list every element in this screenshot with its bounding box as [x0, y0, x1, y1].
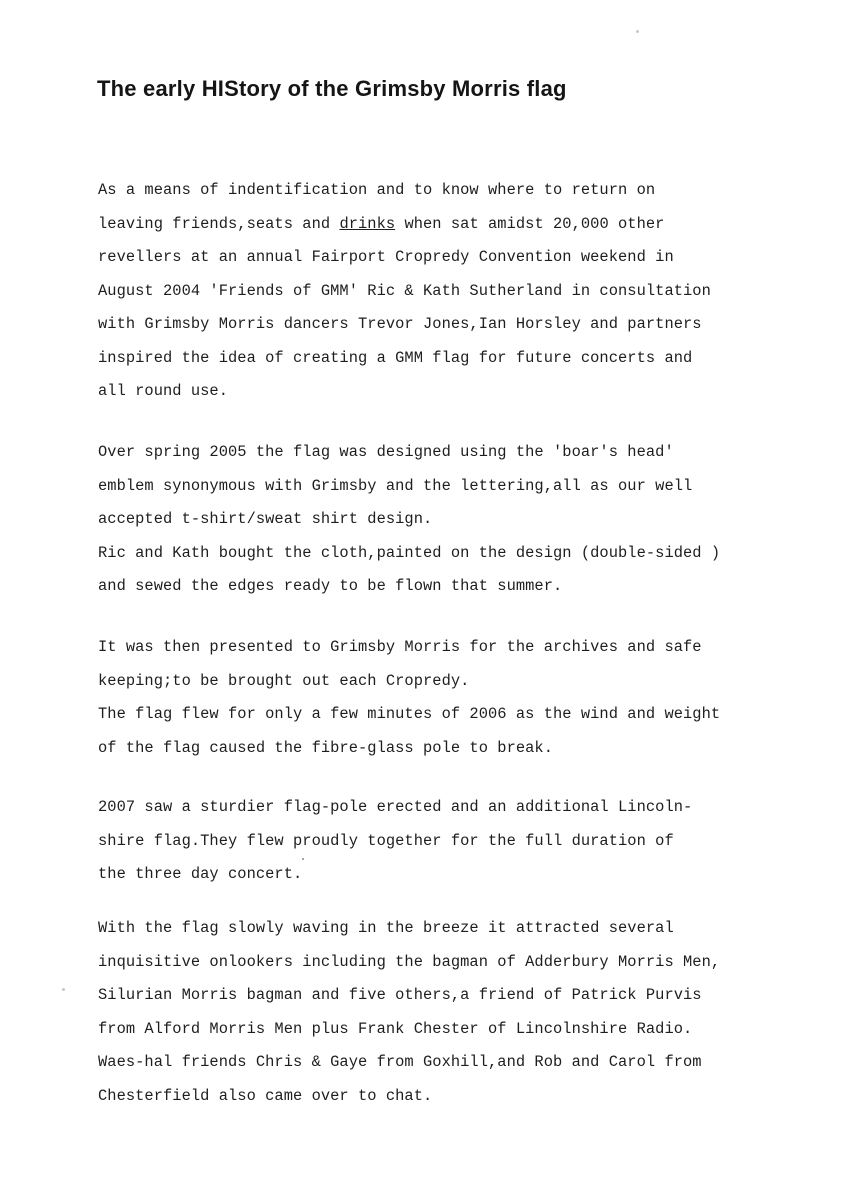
paragraph-flag-design [98, 436, 808, 604]
text-line: With the flag slowly waving in the breeze it attracted several [98, 919, 674, 937]
text-line: Chesterfield also came over to chat. [98, 1086, 433, 1105]
text-line [98, 208, 808, 242]
paragraph-cropredy-origin [98, 174, 808, 409]
text-segment: leaving friends,seats and drinks when sat amidst 20,000 other [98, 214, 665, 233]
text-line: keeping;to be brought out each Cropredy. [98, 671, 470, 690]
text-line: the three day concert. [98, 865, 303, 883]
text-line: accepted t-shirt/sweat shirt design. [98, 510, 433, 528]
text-line: inspired the idea of creating a GMM flag for future concerts and [98, 348, 693, 367]
text-line: It was then presented to Grimsby Morris for the archives and safe [98, 638, 702, 656]
underlined-word: drinks [339, 214, 396, 233]
text-line: all round use. [98, 382, 229, 400]
text-line: Waes-hal friends Chris & Gaye from Goxhill,and Rob and Carol from [98, 1053, 702, 1071]
text-line: Ric and Kath bought the cloth,painted on the design (double-sided ) [98, 543, 721, 562]
text-line: August 2004 'Friends of GMM' Ric & Kath Sutherland in consultation [98, 281, 711, 300]
text-line: shire flag.They flew proudly together for the full duration of [98, 831, 674, 850]
paragraph-2007 [98, 791, 808, 892]
text-line: 2007 saw a sturdier flag-pole erected and an additional Lincoln- [98, 798, 693, 816]
text-line: emblem synonymous with Grimsby and the lettering,all as our well [98, 476, 693, 495]
scan-speck [62, 988, 65, 991]
paragraph-presented-2006 [98, 631, 808, 765]
text-line: and sewed the edges ready to be flown that summer. [98, 577, 563, 595]
text-line: revellers at an annual Fairport Cropredy Convention weekend in [98, 248, 674, 266]
text-line: Silurian Morris bagman and five others,a friend of Patrick Purvis [98, 986, 702, 1004]
text-line: Over spring 2005 the flag was designed using the 'boar's head' [98, 443, 674, 461]
document-title: The early HIStory of the Grimsby Morris flag [97, 76, 567, 101]
text-line: As a means of indentification and to know where to return on [98, 181, 656, 199]
scan-speck [302, 858, 304, 860]
text-line: inquisitive onlookers including the bagman of Adderbury Morris Men, [98, 952, 721, 971]
paragraph-onlookers [98, 912, 808, 1113]
text-line: with Grimsby Morris dancers Trevor Jones,Ian Horsley and partners [98, 315, 702, 333]
text-line: from Alford Morris Men plus Frank Chester of Lincolnshire Radio. [98, 1019, 693, 1038]
text-line: The flag flew for only a few minutes of 2006 as the wind and weight [98, 705, 721, 723]
scan-speck [636, 30, 639, 33]
text-line: of the flag caused the fibre-glass pole to break. [98, 738, 554, 757]
